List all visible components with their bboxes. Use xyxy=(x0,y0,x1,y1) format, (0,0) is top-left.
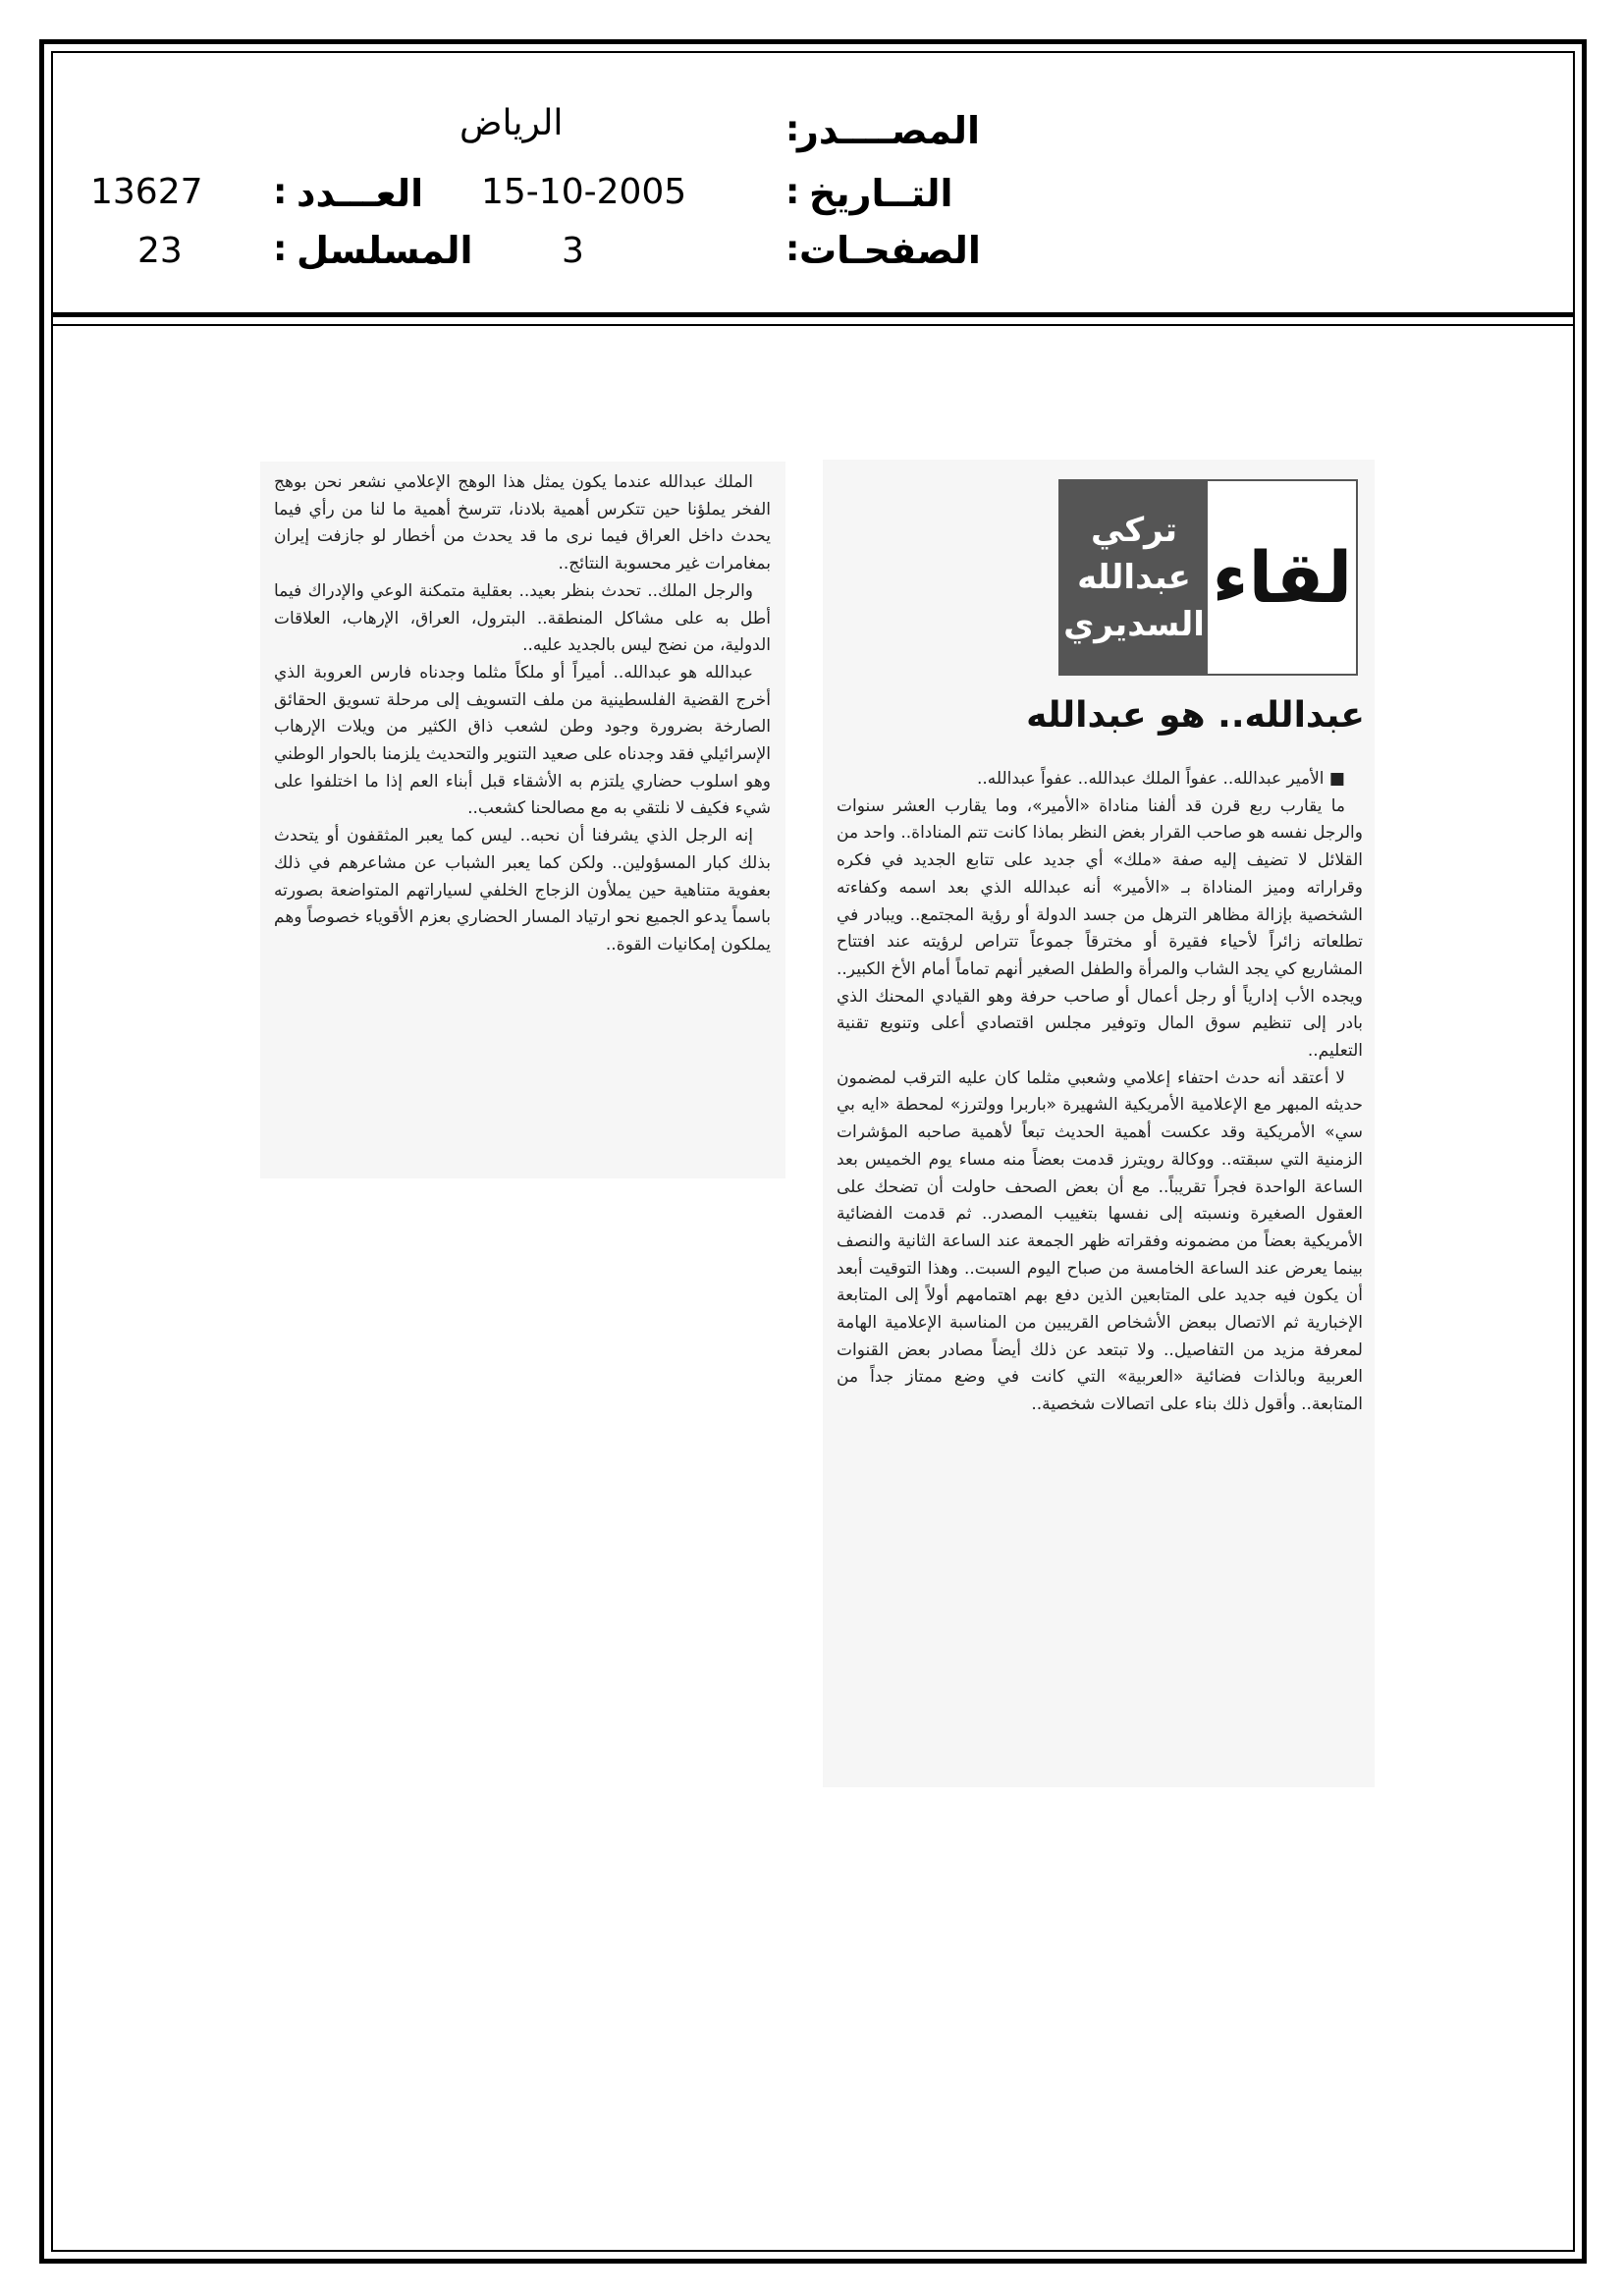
header-divider xyxy=(51,312,1575,317)
article-paragraph: لا أعتقد أنه حدث احتفاء إعلامي وشعبي مثلما كان عليه الترقب لمضمون حديثه المبهر مع الإعلامية الأمريكية الشهيرة «باربرا وولترز» لمحطة «ايه بي سي» الأمريكية وقد عكست أهمية الحديث تبعاً لأهمية صاحبه المؤشرات الزمنية التي سبقته.. ووكالة رويترز قدمت بعضاً منه مساء يوم الخميس بعد الساعة الواحدة فجراً تقريباً.. مع أن بعض الصحف حاولت أن تضحك على العقول الصغيرة ونسبته إلى نفسها بتغييب المصدر.. ثم قدمت الفضائية الأمريكية بعضاً من مضمونه وفقراته ظهر الجمعة عند الساعة الثانية والنصف بينما يعرض عند الساعة الخامسة من صباح اليوم السبت.. وهذا التوقيت أبعد أن يكون فيه جديد على المتابعين الذين دفع بهم اهتمامهم أولاً إلى المتابعة الإخبارية ثم الاتصال ببعض الأشخاص القريبين من المناسبة الإعلامية الهامة لمعرفة مزيد من التفاصيل.. ولا تبتعد عن ذلك أيضاً مصادر بعض القنوات العربية وبالذات فضائية «العربية» التي كانت في وضع ممتاز جداً من المتابعة.. وأقول ذلك بناء على اتصالات شخصية.. xyxy=(837,1067,1363,1415)
issue-colon: : xyxy=(273,172,288,212)
issue-label: العـــدد xyxy=(297,172,424,215)
date-value: 15-10-2005 xyxy=(481,172,687,212)
article-paragraph: ■ الأمير عبدالله.. عفواً الملك عبدالله.. عفواً عبدالله.. xyxy=(976,769,1345,789)
source-value: الرياض xyxy=(460,103,564,143)
author-name-line: عبدالله xyxy=(1077,558,1191,597)
column-logo: لقاء xyxy=(1209,481,1356,674)
column-logo-block xyxy=(1058,479,1358,676)
pages-label: الصفحـات xyxy=(799,229,981,272)
article-left-column xyxy=(274,469,771,1171)
pages-value: 3 xyxy=(562,231,584,271)
article-title: عبدالله.. هو عبدالله xyxy=(1026,695,1365,736)
article-paragraph: الملك عبدالله عندما يكون يمثل هذا الوهج الإعلامي نشعر نحن بوهج الفخر يملؤنا حين تتكرس أهمية بلادنا، تترسخ أهمية ما لنا من رأي فيما يحدث داخل العراق فيما نرى ما قد يحدث من أخطار لو جازفت إيران بمغامرات غير محسوبة النتائج.. xyxy=(274,472,771,574)
author-name-line: السديري xyxy=(1063,605,1205,644)
article-paragraph: ما يقارب ربع قرن قد ألفنا مناداة «الأمير»، وما يقارب العشر سنوات والرجل نفسه هو صاحب القرار بغض النظر بماذا كانت تتم المناداة.. واحد من القلائل لا تضيف إليه صفة «ملك» أي جديد على تتابع الجديد في فكره وقراراته وميز المناداة بـ «الأمير» أنه عبدالله الذي بعد اسمه وكفاءته الشخصية بإزالة مظاهر الترهل من جسد الدولة أو رؤية المجتمع.. ويبادر في تطلعاته زائراً لأحياء فقيرة أو مخترقاً جموعاً تتراص لرؤيته عند افتتاح المشاريع كي يجد الشاب والمرأة والطفل الصغير أنهم تماماً أمام الأخ الكبير.. ويجده الأب إدارياً أو رجل أعمال أو صاحب حرفة وهو القيادي المحنك الذي بادر إلى تنظيم سوق المال وتوفير مجلس اقتصادي أعلى وتنويع تقنية التعليم.. xyxy=(837,795,1363,1062)
author-name-block xyxy=(1060,481,1208,674)
author-name-line: تركي xyxy=(1090,511,1178,550)
date-label: التــاريخ xyxy=(809,172,953,215)
date-colon: : xyxy=(785,172,800,212)
serial-label: المسلسل xyxy=(297,229,473,272)
article-clip-right xyxy=(823,460,1375,1787)
header-divider-thin xyxy=(51,324,1575,326)
issue-value: 13627 xyxy=(90,172,203,212)
article-right-column xyxy=(837,766,1363,1781)
article-paragraph: عبدالله هو عبدالله.. أميراً أو ملكاً مثلما وجدناه فارس العروبة الذي أخرج القضية الفلسطينية من ملف التسويف إلى مرحلة تسويق الحقائق الصارخة بضرورة وجود وطن لشعب ذاق الكثير من ويلات الإرهاب الإسرائيلي فقد وجدناه على صعيد التنوير والتحديث يلزمنا بالحوار الوطني وهو اسلوب حضاري يلتزم به الأشقاء قبل أبناء العم إذا ما اختلفوا على شيء فكيف لا نلتقي به مع مصالحنا كشعب.. xyxy=(274,662,771,819)
source-colon: : xyxy=(785,109,800,149)
article-paragraph: إنه الرجل الذي يشرفنا أن نحبه.. ليس كما يعبر المثقفون أو يتحدث بذلك كبار المسؤولين.. ولكن كما يعبر الشباب عن مشاعرهم في ذلك بعفوية متناهية حين يملأون الزجاج الخلفي لسياراتهم المتواضعة بصورته باسماً يدعو الجميع نحو ارتياد المسار الحضاري بعزم الأقوياء خصوصاً وهم يملكون إمكانيات القوة.. xyxy=(274,826,771,955)
pages-colon: : xyxy=(785,229,800,269)
serial-colon: : xyxy=(273,229,288,269)
article-clip-left xyxy=(260,462,785,1178)
article-paragraph: والرجل الملك.. تحدث بنظر بعيد.. بعقلية متمكنة الوعي والإدراك فيما أطل به على مشاكل المنطقة.. البترول، العراق، الإرهاب، العلاقات الدولية، من نضج ليس بالجديد عليه.. xyxy=(274,580,771,656)
serial-value: 23 xyxy=(137,231,183,271)
source-label: المصــــدر xyxy=(797,109,980,152)
